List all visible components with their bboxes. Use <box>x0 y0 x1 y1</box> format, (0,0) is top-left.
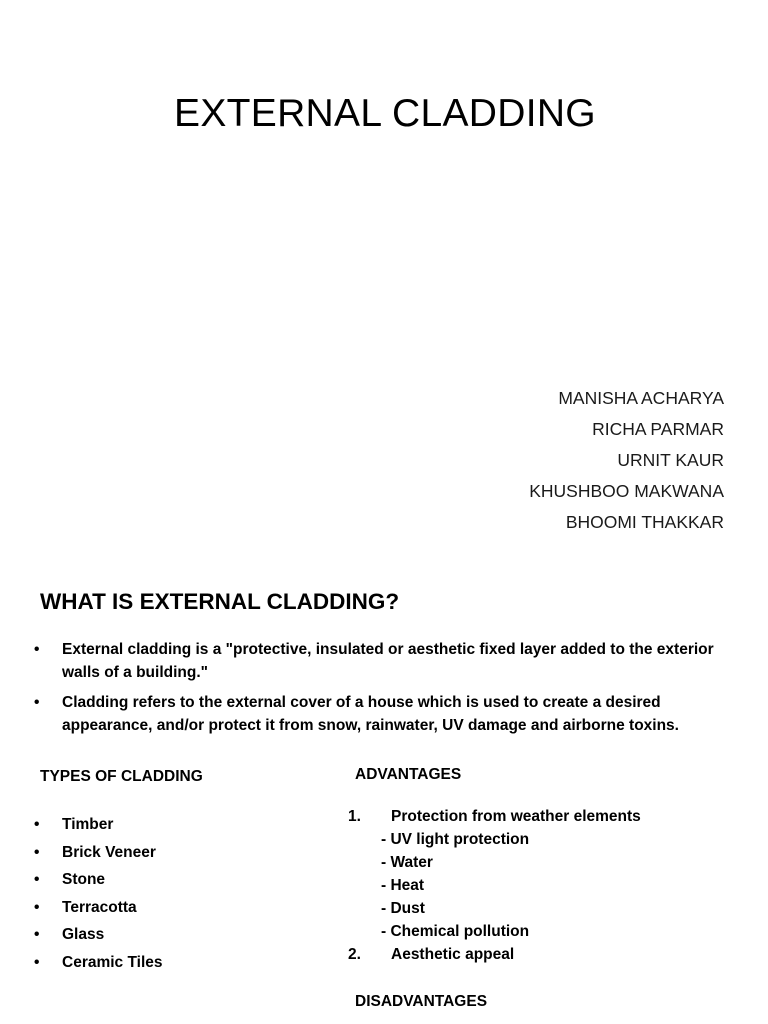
bullet-icon: • <box>34 898 40 916</box>
list-item <box>34 921 163 949</box>
advantages-list <box>348 805 641 966</box>
sub-item: - UV light protection <box>381 831 530 848</box>
bullet-icon: • <box>34 843 40 861</box>
author-list <box>529 383 724 538</box>
type-label: Glass <box>62 926 105 943</box>
bullet-icon: • <box>34 926 40 943</box>
sub-item: - Dust <box>381 900 425 917</box>
author-name: MANISHA ACHARYA <box>558 388 724 408</box>
list-item <box>348 943 641 966</box>
list-item <box>34 839 163 867</box>
sub-item: - Chemical pollution <box>381 923 530 940</box>
advantages-heading: ADVANTAGES <box>355 766 462 783</box>
list-item <box>34 866 163 894</box>
types-heading: TYPES OF CLADDING <box>40 768 203 785</box>
sub-item: - Water <box>381 854 433 871</box>
bullet-icon: • <box>34 641 40 658</box>
types-list <box>34 811 163 976</box>
advantage-label: Aesthetic appeal <box>391 946 515 963</box>
list-item <box>34 894 163 922</box>
type-label: Stone <box>62 871 106 888</box>
bullet-text: External cladding is a "protective, insulated or aesthetic fixed layer added to the exterior walls of a building." <box>62 641 714 681</box>
type-label: Terracotta <box>62 898 137 916</box>
definition-bullets <box>34 639 734 745</box>
slide-heading: WHAT IS EXTERNAL CLADDING? <box>40 589 400 614</box>
advantage-label: Protection from weather elements <box>391 808 641 825</box>
item-number: 2. <box>348 946 361 963</box>
author-name: KHUSHBOO MAKWANA <box>529 481 724 501</box>
type-label: Timber <box>62 816 114 833</box>
content-slide <box>0 575 768 1024</box>
author-name: RICHA PARMAR <box>592 419 724 439</box>
bullet-icon: • <box>34 694 40 711</box>
author-name: URNIT KAUR <box>617 450 724 470</box>
list-item <box>34 811 163 839</box>
list-item <box>348 805 641 828</box>
type-label: Brick Veneer <box>62 843 156 861</box>
author-name: BHOOMI THAKKAR <box>565 512 724 532</box>
list-item <box>34 639 734 684</box>
list-item <box>34 692 734 737</box>
sub-item: - Heat <box>381 877 425 894</box>
type-label: Ceramic Tiles <box>62 953 163 971</box>
bullet-text: Cladding refers to the external cover of a house which is used to create a desired appearance, and/or protect it from snow, rainwater, UV damage and airborne toxins. <box>62 694 679 734</box>
bullet-icon: • <box>34 816 40 833</box>
item-number: 1. <box>348 808 361 825</box>
slide-title: EXTERNAL CLADDING <box>174 92 596 135</box>
bullet-icon: • <box>34 871 40 888</box>
bullet-icon: • <box>34 953 40 971</box>
list-item <box>34 949 163 977</box>
disadvantages-heading: DISADVANTAGES <box>355 993 488 1010</box>
